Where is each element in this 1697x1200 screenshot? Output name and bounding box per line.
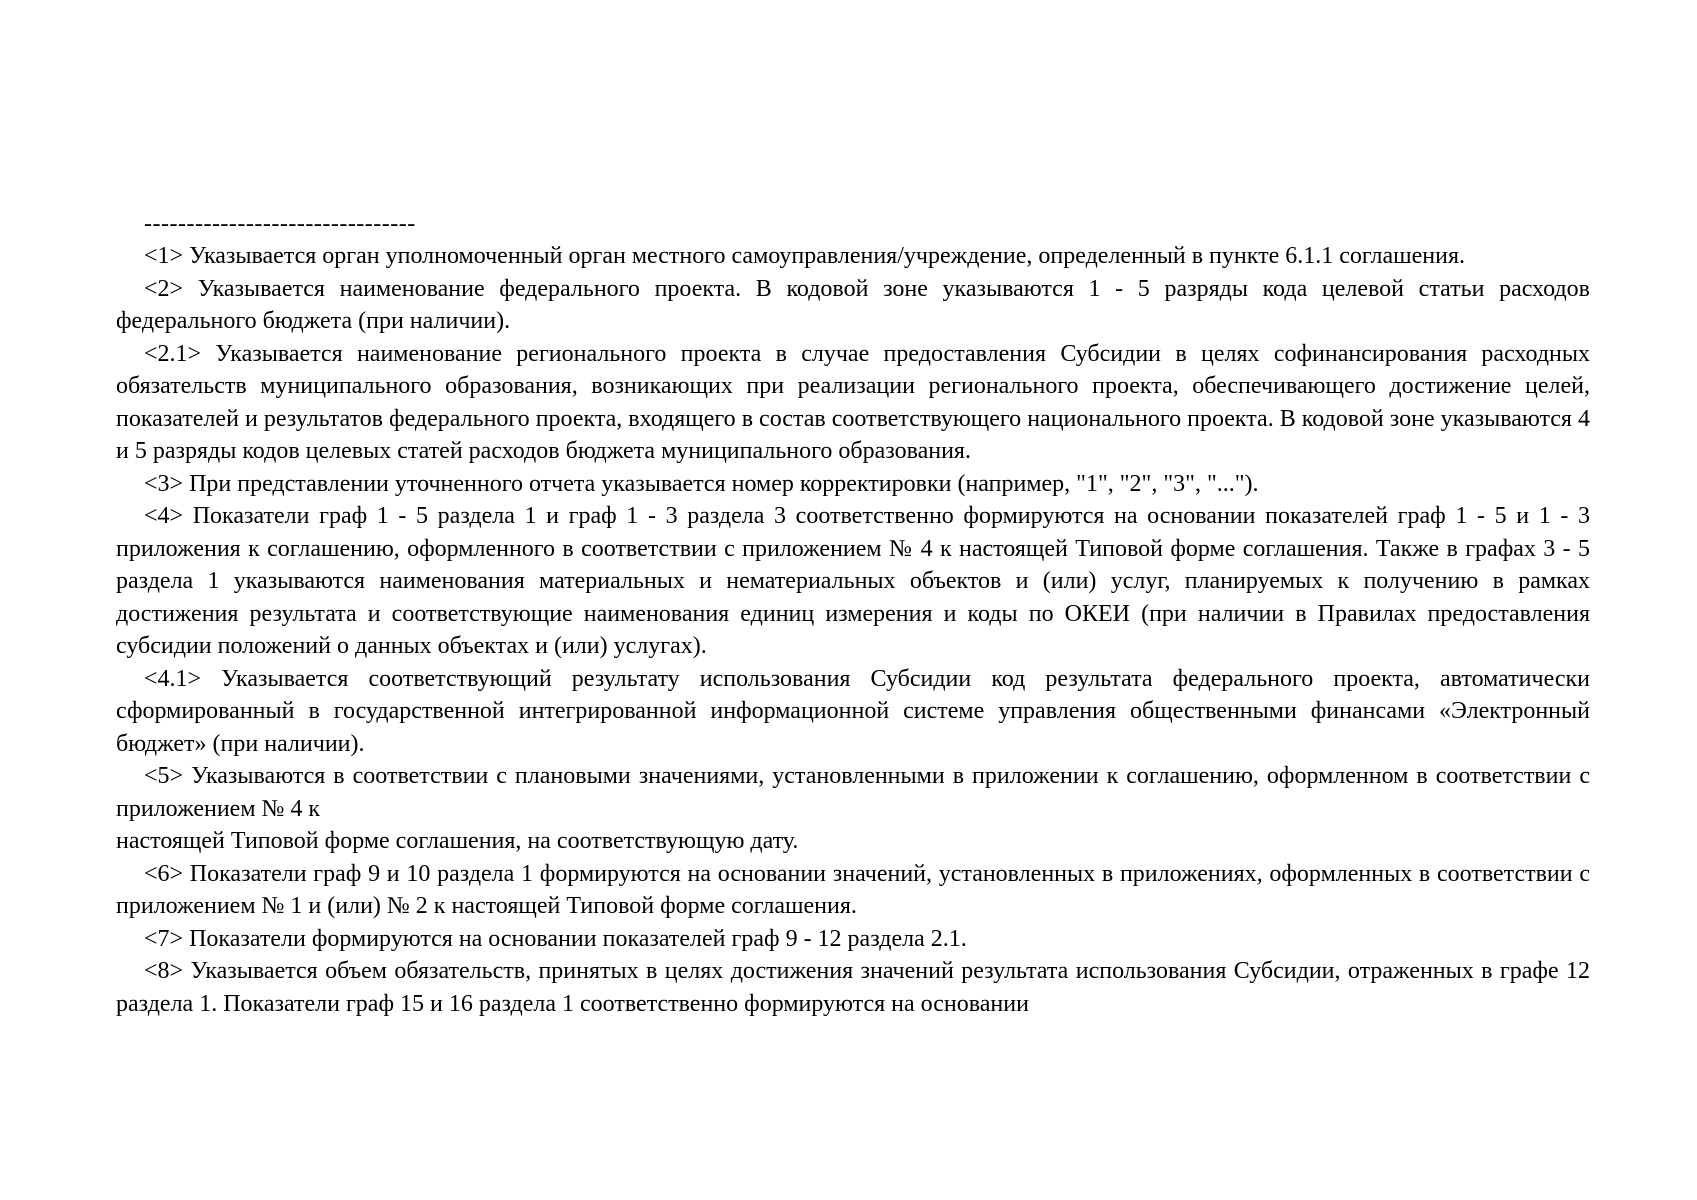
footnotes-block <box>116 208 1590 1020</box>
footnote-6: <6> Показатели граф 9 и 10 раздела 1 формируются на основании значений, установленных в приложениях, оформленных в соответствии с приложением № 1 и (или) № 2 к настоящей Типовой форме соглашения. <box>116 860 1590 919</box>
footnote-5-text: <5> Указываются в соответствии с плановыми значениями, установленными в приложении к соглашению, оформленном в соответствии с приложением № 4 к <box>116 763 1590 822</box>
footnote-4-1: <4.1> Указывается соответствующий результату использования Субсидии код результата федерального проекта, автоматически сформированный в государственной интегрированной информационной системе управления общественными финансами «Электронный бюджет» (при наличии). <box>116 665 1590 757</box>
footnote-3: <3> При представлении уточненного отчета указывается номер корректировки (например, "1", "2", "3", "..."). <box>144 470 1259 497</box>
footnote-5 <box>116 760 1590 858</box>
footnote-7: <7> Показатели формируются на основании показателей граф 9 - 12 раздела 2.1. <box>144 925 967 952</box>
footnote-5-continuation: настоящей Типовой форме соглашения, на соответствующую дату. <box>116 828 799 854</box>
footnote-8: <8> Указывается объем обязательств, принятых в целях достижения значений результата использования Субсидии, отраженных в графе 12 раздела 1. Показатели граф 15 и 16 раздела 1 соответственно формируются на основании <box>116 958 1590 1017</box>
footnote-1: <1> Указывается орган уполномоченный орган местного самоуправления/учреждение, определенный в пункте 6.1.1 соглашения. <box>144 243 1465 269</box>
footnote-2: <2> Указывается наименование федерального проекта. В кодовой зоне указываются 1 - 5 разряды кода целевой статьи расходов федерального бюджета (при наличии). <box>116 275 1590 334</box>
footnote-separator: -------------------------------- <box>144 211 416 237</box>
footnote-2-1: <2.1> Указывается наименование регионального проекта в случае предоставления Субсидии в целях софинансирования расходных обязательств муниципального образования, возникающих при реализации регионального проекта, обеспечивающего достижение целей, показателей и результатов федерального проекта, входящего в состав соответствующего национального проекта. В кодовой зоне указываются 4 и 5 разряды кодов целевых статей расходов бюджета муниципального образования. <box>116 340 1590 464</box>
footnote-4: <4> Показатели граф 1 - 5 раздела 1 и граф 1 - 3 раздела 3 соответственно формируются на основании показателей граф 1 - 5 и 1 - 3 приложения к соглашению, оформленного в соответствии с приложением № 4 к настоящей Типовой форме соглашения. Также в графах 3 - 5 раздела 1 указываются наименования материальных и нематериальных объектов и (или) услуг, планируемых к получению в рамках достижения результата и соответствующие наименования единиц измерения и коды по ОКЕИ (при наличии в Правилах предоставления субсидии положений о данных объектах и (или) услугах). <box>116 503 1590 659</box>
